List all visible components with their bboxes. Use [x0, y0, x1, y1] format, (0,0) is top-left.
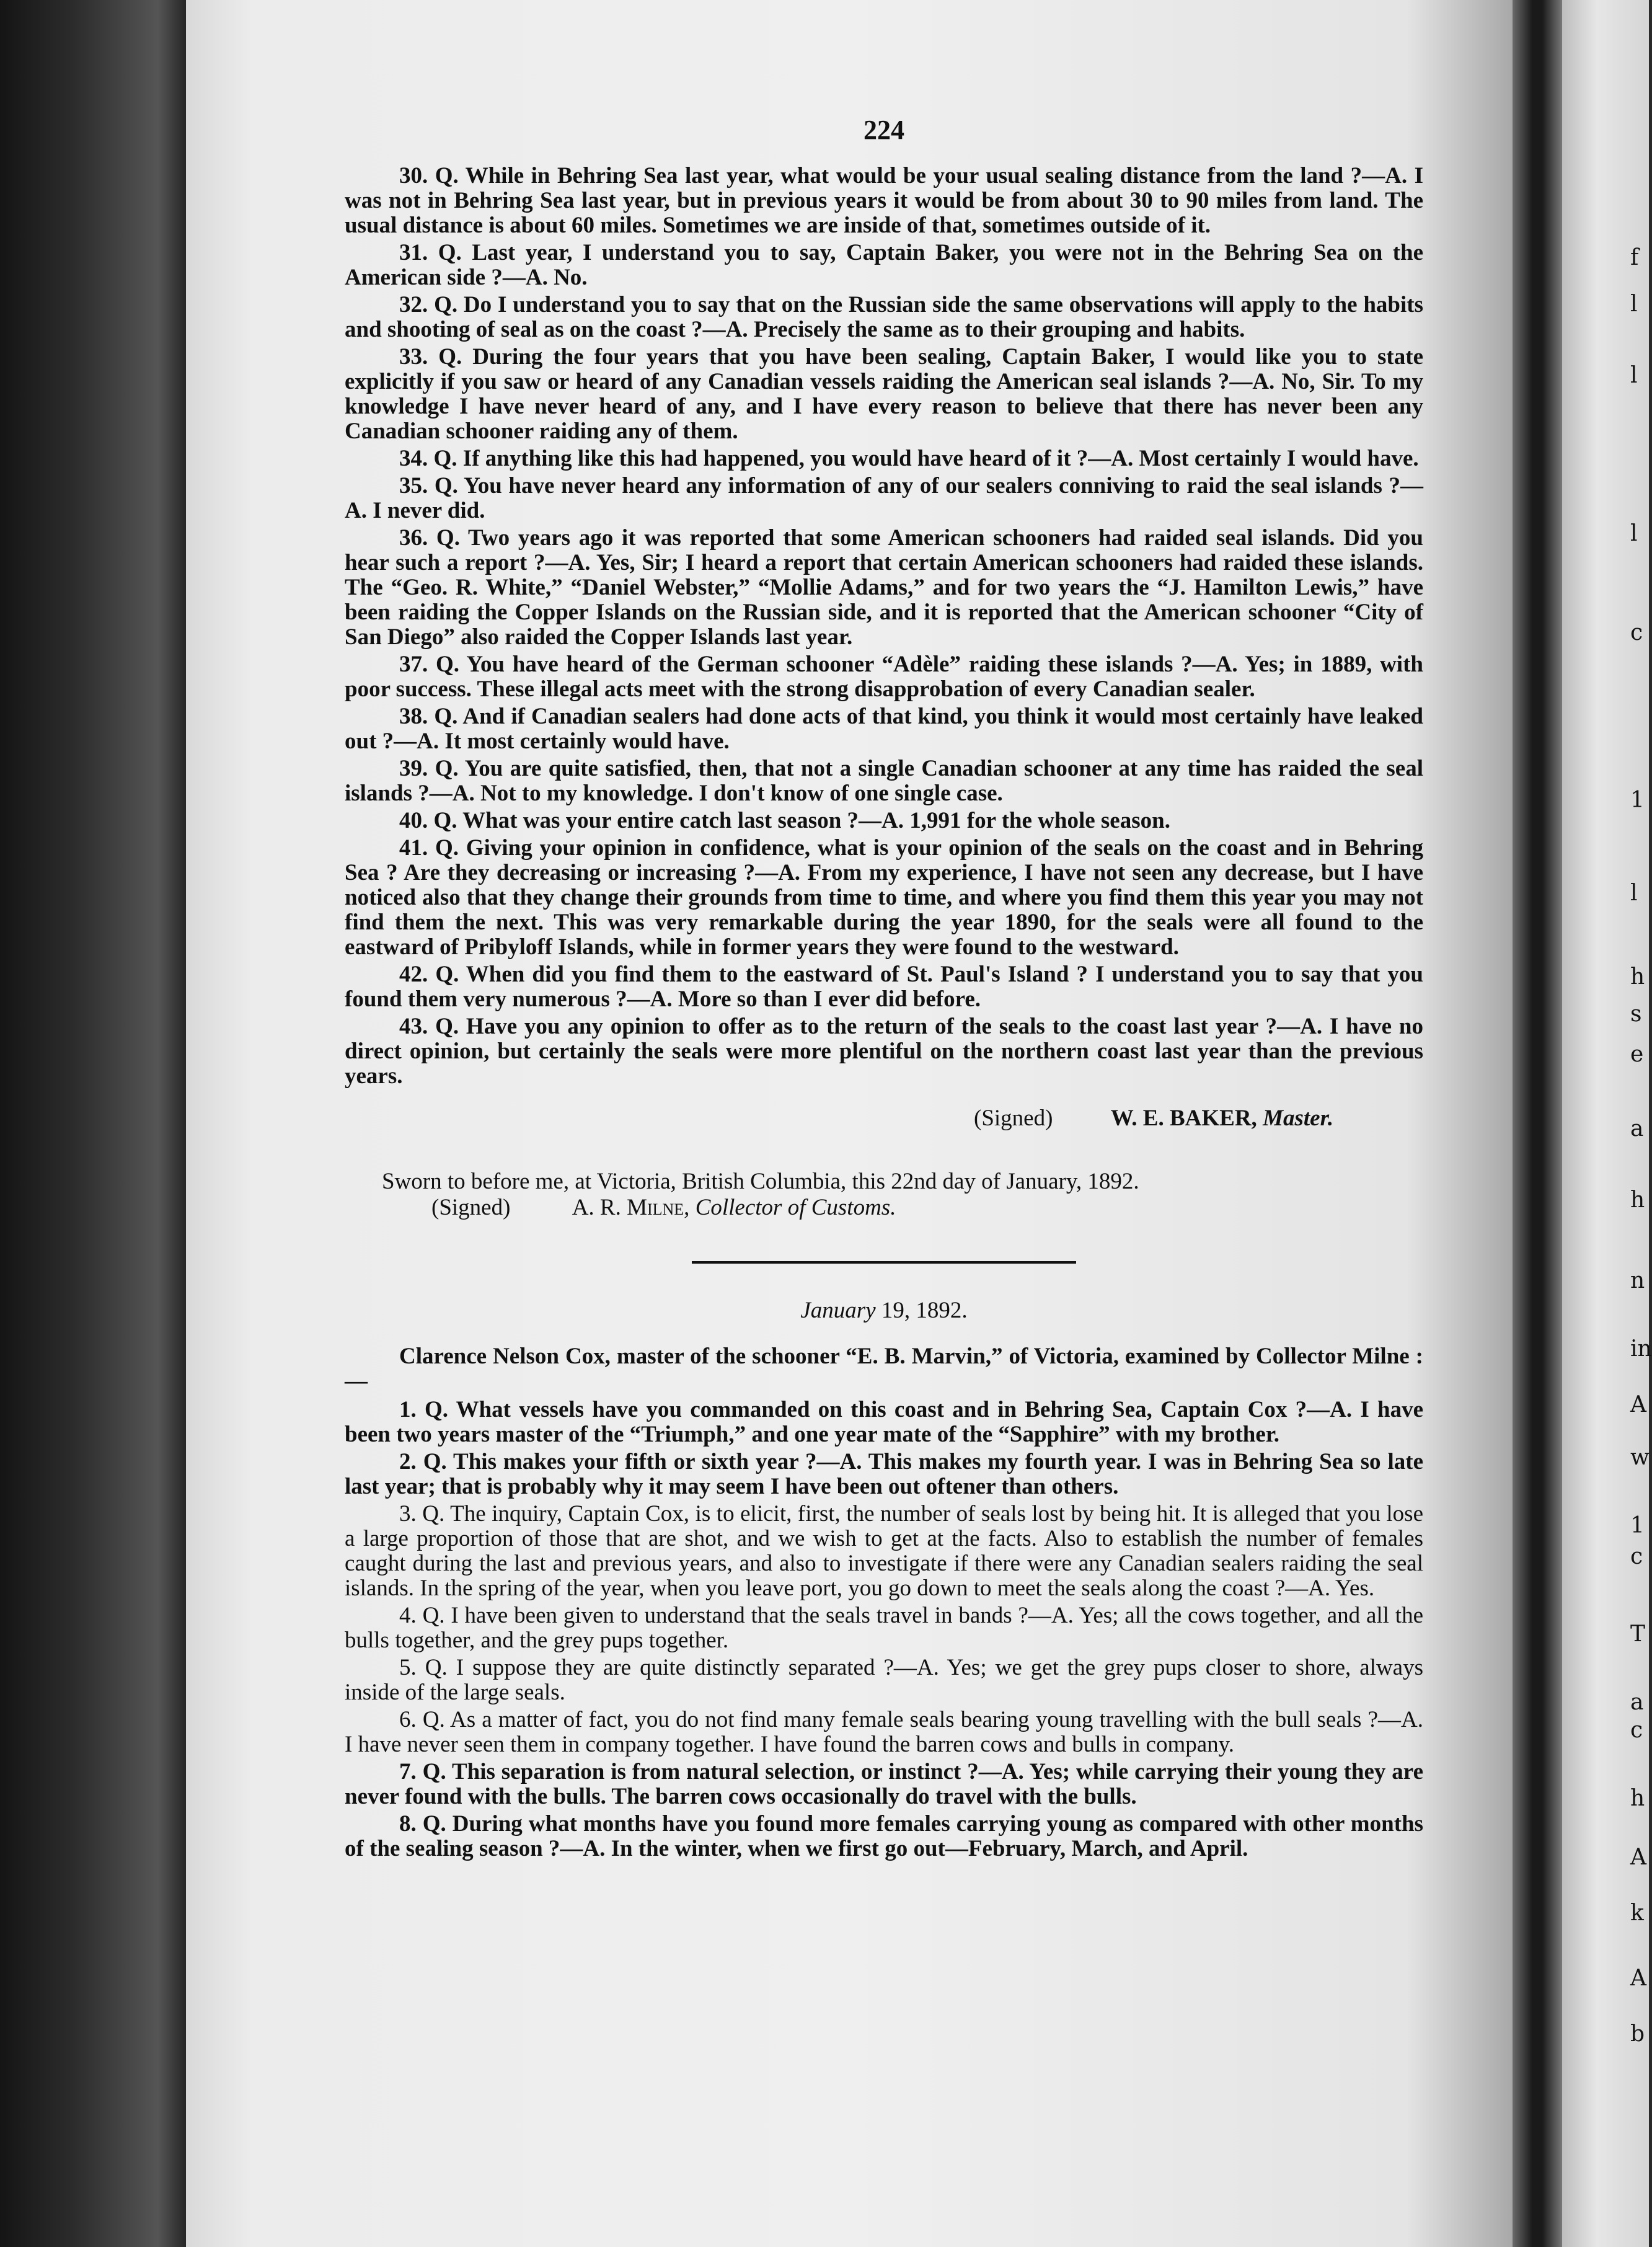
book-gutter	[1513, 0, 1562, 2247]
adjacent-text-fragment: A	[1630, 1392, 1646, 1417]
section-divider	[692, 1261, 1076, 1264]
date-month: January	[800, 1298, 876, 1323]
page-number: 224	[864, 115, 904, 145]
qa-paragraph: 3. Q. The inquiry, Captain Cox, is to elicit, first, the number of seals lost by being hit. It is alleged that you lose a large proportion of those that are shot, and we wish to get at the facts. Also to establish the number of females caught during the last and previous years, and also to investigate if there were any Canadian sealers raiding the seal islands. In the spring of the year, when you leave port, you go down to meet the seals along the coast ?—A. Yes.	[345, 1501, 1423, 1601]
qa-paragraph: 6. Q. As a matter of fact, you do not find many female seals bearing young travelling with the bull seals ?—A. I have never seen them in company together. I have found the barren cows and bulls in company.	[345, 1707, 1423, 1757]
qa-paragraph: 39. Q. You are quite satisfied, then, that not a single Canadian schooner at any time has raided the seal islands ?—A. Not to my knowledge. I don't know of one single case.	[345, 756, 1423, 806]
adjacent-text-fragment: l	[1630, 521, 1638, 546]
adjacent-text-fragment: a	[1630, 1690, 1644, 1715]
adjacent-text-fragment: A	[1630, 1966, 1646, 1991]
qa-paragraph: 8. Q. During what months have you found more females carrying young as compared with other months of the sealing season ?—A. In the winter, when we first go out—February, March, and April.	[345, 1811, 1423, 1861]
qa-paragraph: 34. Q. If anything like this had happened, you would have heard of it ?—A. Most certainly I would have.	[399, 446, 1419, 471]
date-day-year: 19, 1892.	[875, 1298, 968, 1323]
adjacent-text-fragment: c	[1630, 1544, 1643, 1569]
adjacent-text-fragment: b	[1630, 2021, 1645, 2047]
examination-intro: Clarence Nelson Cox, master of the schooner “E. B. Marvin,” of Victoria, examined by Collector Milne :—	[345, 1344, 1423, 1394]
qa-paragraph: 30. Q. While in Behring Sea last year, what would be your usual sealing distance from the land ?—A. I was not in Behring Sea last year, but in previous years it would be from about 30 to 90 miles from land. The usual distance is about 60 miles. Sometimes we are inside of that, sometimes outside of it.	[345, 163, 1423, 238]
left-film-edge	[0, 0, 186, 2247]
signatory-role: Master.	[1263, 1106, 1334, 1131]
collector-name: A. R. Milne,	[572, 1195, 690, 1220]
signed-label: (Signed)	[974, 1106, 1053, 1131]
adjacent-text-fragment: in	[1630, 1336, 1652, 1362]
qa-paragraph: 37. Q. You have heard of the German schooner “Adèle” raiding these islands ?—A. Yes; in 1889, with poor success. These illegal acts meet with the strong disapprobation of every Canadian sealer.	[345, 652, 1423, 702]
adjacent-text-fragment: k	[1630, 1900, 1644, 1926]
adjacent-text-fragment: s	[1630, 1001, 1642, 1027]
qa-paragraph: 43. Q. Have you any opinion to offer as to the return of the seals to the coast last year ?—A. I have no direct opinion, but certainly the seals were more plentiful on the northern coast last year than the previous years.	[345, 1014, 1423, 1089]
adjacent-text-fragment: f	[1630, 245, 1639, 270]
adjacent-text-fragment: c	[1630, 620, 1643, 645]
collector-role: Collector of Customs.	[695, 1195, 896, 1220]
adjacent-page-edge	[1562, 0, 1652, 2247]
qa-paragraph: 36. Q. Two years ago it was reported that some American schooners had raided seal islands. Did you hear such a report ?—A. Yes, Sir; I heard a report that certain American schooners had raided these islands. The “Geo. R. White,” “Daniel Webster,” “Mollie Adams,” and for two years the “J. Hamilton Lewis,” have been raiding the Copper Islands on the Russian side, and it is reported that the American schooner “City of San Diego” also raided the Copper Islands last year.	[345, 525, 1423, 650]
qa-paragraph: 1. Q. What vessels have you commanded on this coast and in Behring Sea, Captain Cox ?—A. I have been two years master of the “Triumph,” and one year mate of the “Sapphire” with my brother.	[345, 1397, 1423, 1447]
adjacent-text-fragment: n	[1630, 1268, 1645, 1293]
adjacent-text-fragment: a	[1630, 1116, 1644, 1141]
qa-paragraph: 4. Q. I have been given to understand that the seals travel in bands ?—A. Yes; all the cows together, and all the bulls together, and the grey pups together.	[345, 1603, 1423, 1653]
adjacent-text-fragment: e	[1630, 1042, 1644, 1067]
qa-paragraph: 35. Q. You have never heard any information of any of our sealers conniving to raid the seal islands ?—A. I never did.	[345, 473, 1423, 523]
sworn-statement: Sworn to before me, at Victoria, British Columbia, this 22nd day of January, 1892.	[382, 1169, 1139, 1194]
signature-line	[345, 1106, 1423, 1131]
collector-signature-line	[345, 1195, 1423, 1220]
adjacent-text-fragment: l	[1630, 363, 1638, 388]
adjacent-text-fragment: l	[1630, 880, 1638, 906]
adjacent-text-fragment: 1	[1630, 1513, 1645, 1538]
adjacent-text-fragment: 1	[1630, 787, 1645, 813]
cox-testimony	[345, 1298, 1423, 1861]
signatory-name: W. E. BAKER,	[1110, 1106, 1257, 1131]
qa-paragraph: 41. Q. Giving your opinion in confidence, what is your opinion of the seals on the coast and in Behring Sea ? Are they decreasing or increasing ?—A. From my experience, I have not seen any decrease, but I have noticed also that they change their grounds from time to time, and where you find them this year you may not find them the next. This was very remarkable during the year 1890, for the seals were all found to the eastward of Pribyloff Islands, while in former years they were found to the westward.	[345, 835, 1423, 960]
qa-paragraph: 2. Q. This makes your fifth or sixth year ?—A. This makes my fourth year. I was in Behring Sea so late last year; that is probably why it may seem I have been out oftener than others.	[345, 1449, 1423, 1499]
baker-testimony	[345, 164, 1423, 1220]
adjacent-text-fragment: l	[1630, 291, 1638, 317]
collector-signed-label: (Signed)	[431, 1195, 511, 1220]
page-content	[345, 115, 1423, 1864]
qa-paragraph: 42. Q. When did you find them to the eastward of St. Paul's Island ? I understand you to say that you found them very numerous ?—A. More so than I ever did before.	[345, 962, 1423, 1012]
adjacent-text-fragment: c	[1630, 1717, 1643, 1743]
adjacent-text-fragment: h	[1630, 1786, 1645, 1811]
adjacent-text-fragment: h	[1630, 1187, 1645, 1213]
adjacent-text-fragment: h	[1630, 964, 1645, 990]
qa-paragraph: 5. Q. I suppose they are quite distinctly separated ?—A. Yes; we get the grey pups closer to shore, always inside of the large seals.	[345, 1655, 1423, 1705]
adjacent-text-fragment: T	[1630, 1621, 1646, 1647]
adjacent-text-fragment: w	[1630, 1445, 1650, 1470]
qa-paragraph: 7. Q. This separation is from natural selection, or instinct ?—A. Yes; while carrying their young they are never found with the bulls. The barren cows occasionally do travel with the bulls.	[345, 1759, 1423, 1809]
date-heading	[345, 1298, 1423, 1323]
qa-paragraph: 33. Q. During the four years that you have been sealing, Captain Baker, I would like you to state explicitly if you saw or heard of any Canadian vessels raiding the American seal islands ?—A. No, Sir. To my knowledge I have never heard of any, and I have every reason to believe that there has never been any Canadian schooner raiding any of them.	[345, 344, 1423, 444]
qa-paragraph: 31. Q. Last year, I understand you to say, Captain Baker, you were not in the Behring Sea on the American side ?—A. No.	[345, 240, 1423, 290]
qa-paragraph: 32. Q. Do I understand you to say that on the Russian side the same observations will apply to the habits and shooting of seal as on the coast ?—A. Precisely the same as to their grouping and habits.	[345, 292, 1423, 342]
qa-paragraph: 40. Q. What was your entire catch last season ?—A. 1,991 for the whole season.	[399, 808, 1170, 833]
adjacent-text-fragment: A	[1630, 1845, 1646, 1870]
qa-paragraph: 38. Q. And if Canadian sealers had done acts of that kind, you think it would most certainly have leaked out ?—A. It most certainly would have.	[345, 704, 1423, 754]
